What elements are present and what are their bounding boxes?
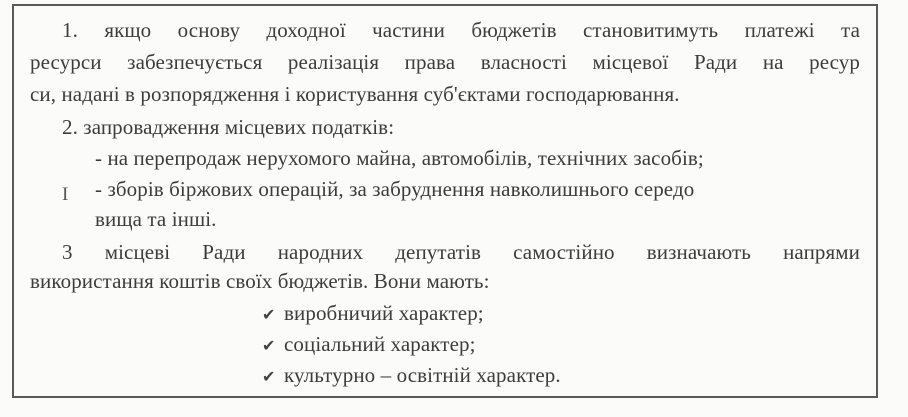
paragraph-1-line-2: ресурси забезпечується реалізація права власності місцевої Ради на ресур [30,50,860,74]
stray-mark: I [62,184,69,205]
dash-item-1: - на перепродаж нерухомого майна, автомобілів, технічних засобів; [95,146,704,170]
checkmark-icon: ✔ [262,305,276,324]
bullet-item-3-text: культурно – освітній характер. [284,363,561,387]
checkmark-icon: ✔ [262,336,276,355]
bullet-item-3 [262,362,561,390]
checkmark-icon: ✔ [262,367,276,386]
paragraph-3-line-1: 3 місцеві Ради народних депутатів самостійно визначають напрями [62,240,860,264]
dash-item-2-line-2: вища та інші. [95,207,217,231]
bullet-item-1 [262,300,484,328]
paragraph-2-heading: 2. запровадження місцевих податків: [62,115,395,139]
bullet-item-1-text: виробничий характер; [284,301,484,325]
paragraph-1-line-3: си, надані в розпорядження і користування суб'єктами господарювання. [30,82,680,106]
bullet-item-2 [262,331,476,359]
bullet-item-2-text: соціальний характер; [284,332,476,356]
paragraph-1-line-1: 1. якщо основу доходної частини бюджетів становитимуть платежі та [62,18,860,42]
dash-item-2-line-1: - зборів біржових операцій, за забруднення навколишнього середо [95,177,695,201]
paragraph-3-line-2: використання коштів своїх бюджетів. Вони мають: [30,269,490,293]
